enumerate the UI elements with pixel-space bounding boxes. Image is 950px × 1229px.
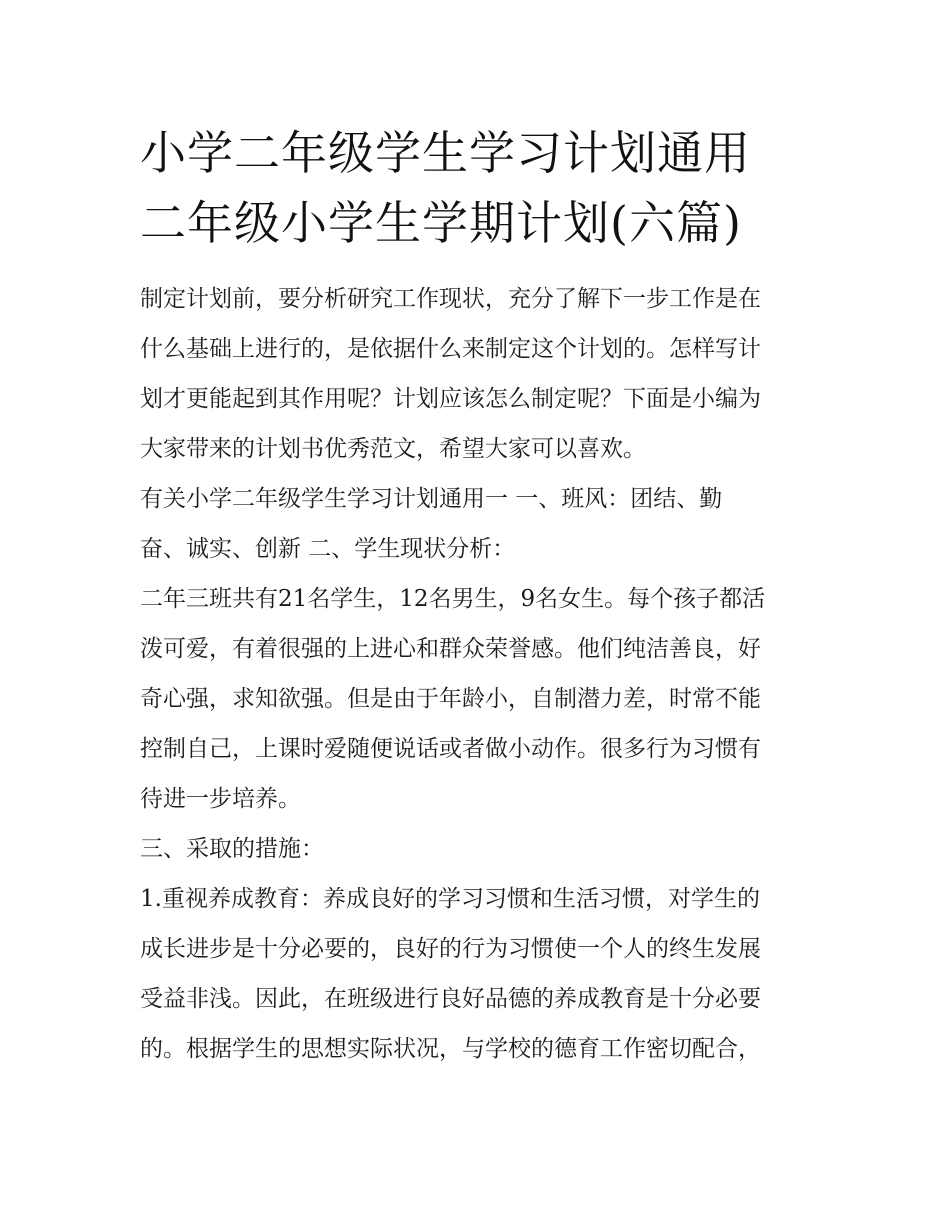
- title-line: 二年级小学生学期计划(六篇): [140, 196, 742, 250]
- text-line: 大家带来的计划书优秀范文，希望大家可以喜欢。: [140, 436, 646, 462]
- text-line: 的。根据学生的思想实际状况，与学校的德育工作密切配合，: [140, 1036, 761, 1062]
- title-line: 小学二年级学生学习计划通用: [140, 126, 751, 180]
- text-line: 受益非浅。因此，在班级进行良好品德的养成教育是十分必要: [140, 986, 761, 1012]
- text-line: 待进一步培养。: [140, 786, 301, 812]
- text-line: 1.重视养成教育：养成良好的学习习惯和生活习惯，对学生的: [140, 886, 760, 912]
- measure-item-1: [140, 874, 812, 1074]
- class-motto-paragraph: [140, 474, 812, 574]
- text-line: 什么基础上进行的，是依据什么来制定这个计划的。怎样写计: [140, 336, 761, 362]
- text-line: 三、采取的措施：: [140, 836, 324, 862]
- text-line: 奋、诚实、创新 二、学生现状分析：: [140, 536, 516, 562]
- text-line: 制定计划前，要分析研究工作现状，充分了解下一步工作是在: [140, 286, 761, 312]
- text-line: 泼可爱，有着很强的上进心和群众荣誉感。他们纯洁善良，好: [140, 636, 761, 662]
- text-line: 成长进步是十分必要的，良好的行为习惯使一个人的终生发展: [140, 936, 761, 962]
- text-line: 奇心强，求知欲强。但是由于年龄小，自制潜力差，时常不能: [140, 686, 761, 712]
- document-page: [140, 118, 812, 1074]
- document-body: [140, 274, 812, 1074]
- text-line: 控制自己，上课时爱随便说话或者做小动作。很多行为习惯有: [140, 736, 761, 762]
- text-line: 划才更能起到其作用呢？计划应该怎么制定呢？下面是小编为: [140, 386, 761, 412]
- text-line: 有关小学二年级学生学习计划通用一 一、班风：团结、勤: [140, 486, 723, 512]
- document-title: [140, 118, 812, 258]
- intro-paragraph: [140, 274, 812, 474]
- text-line: 二年三班共有21名学生，12名男生，9名女生。每个孩子都活: [140, 586, 766, 612]
- student-analysis-paragraph: [140, 574, 812, 824]
- measures-heading: [140, 824, 812, 874]
